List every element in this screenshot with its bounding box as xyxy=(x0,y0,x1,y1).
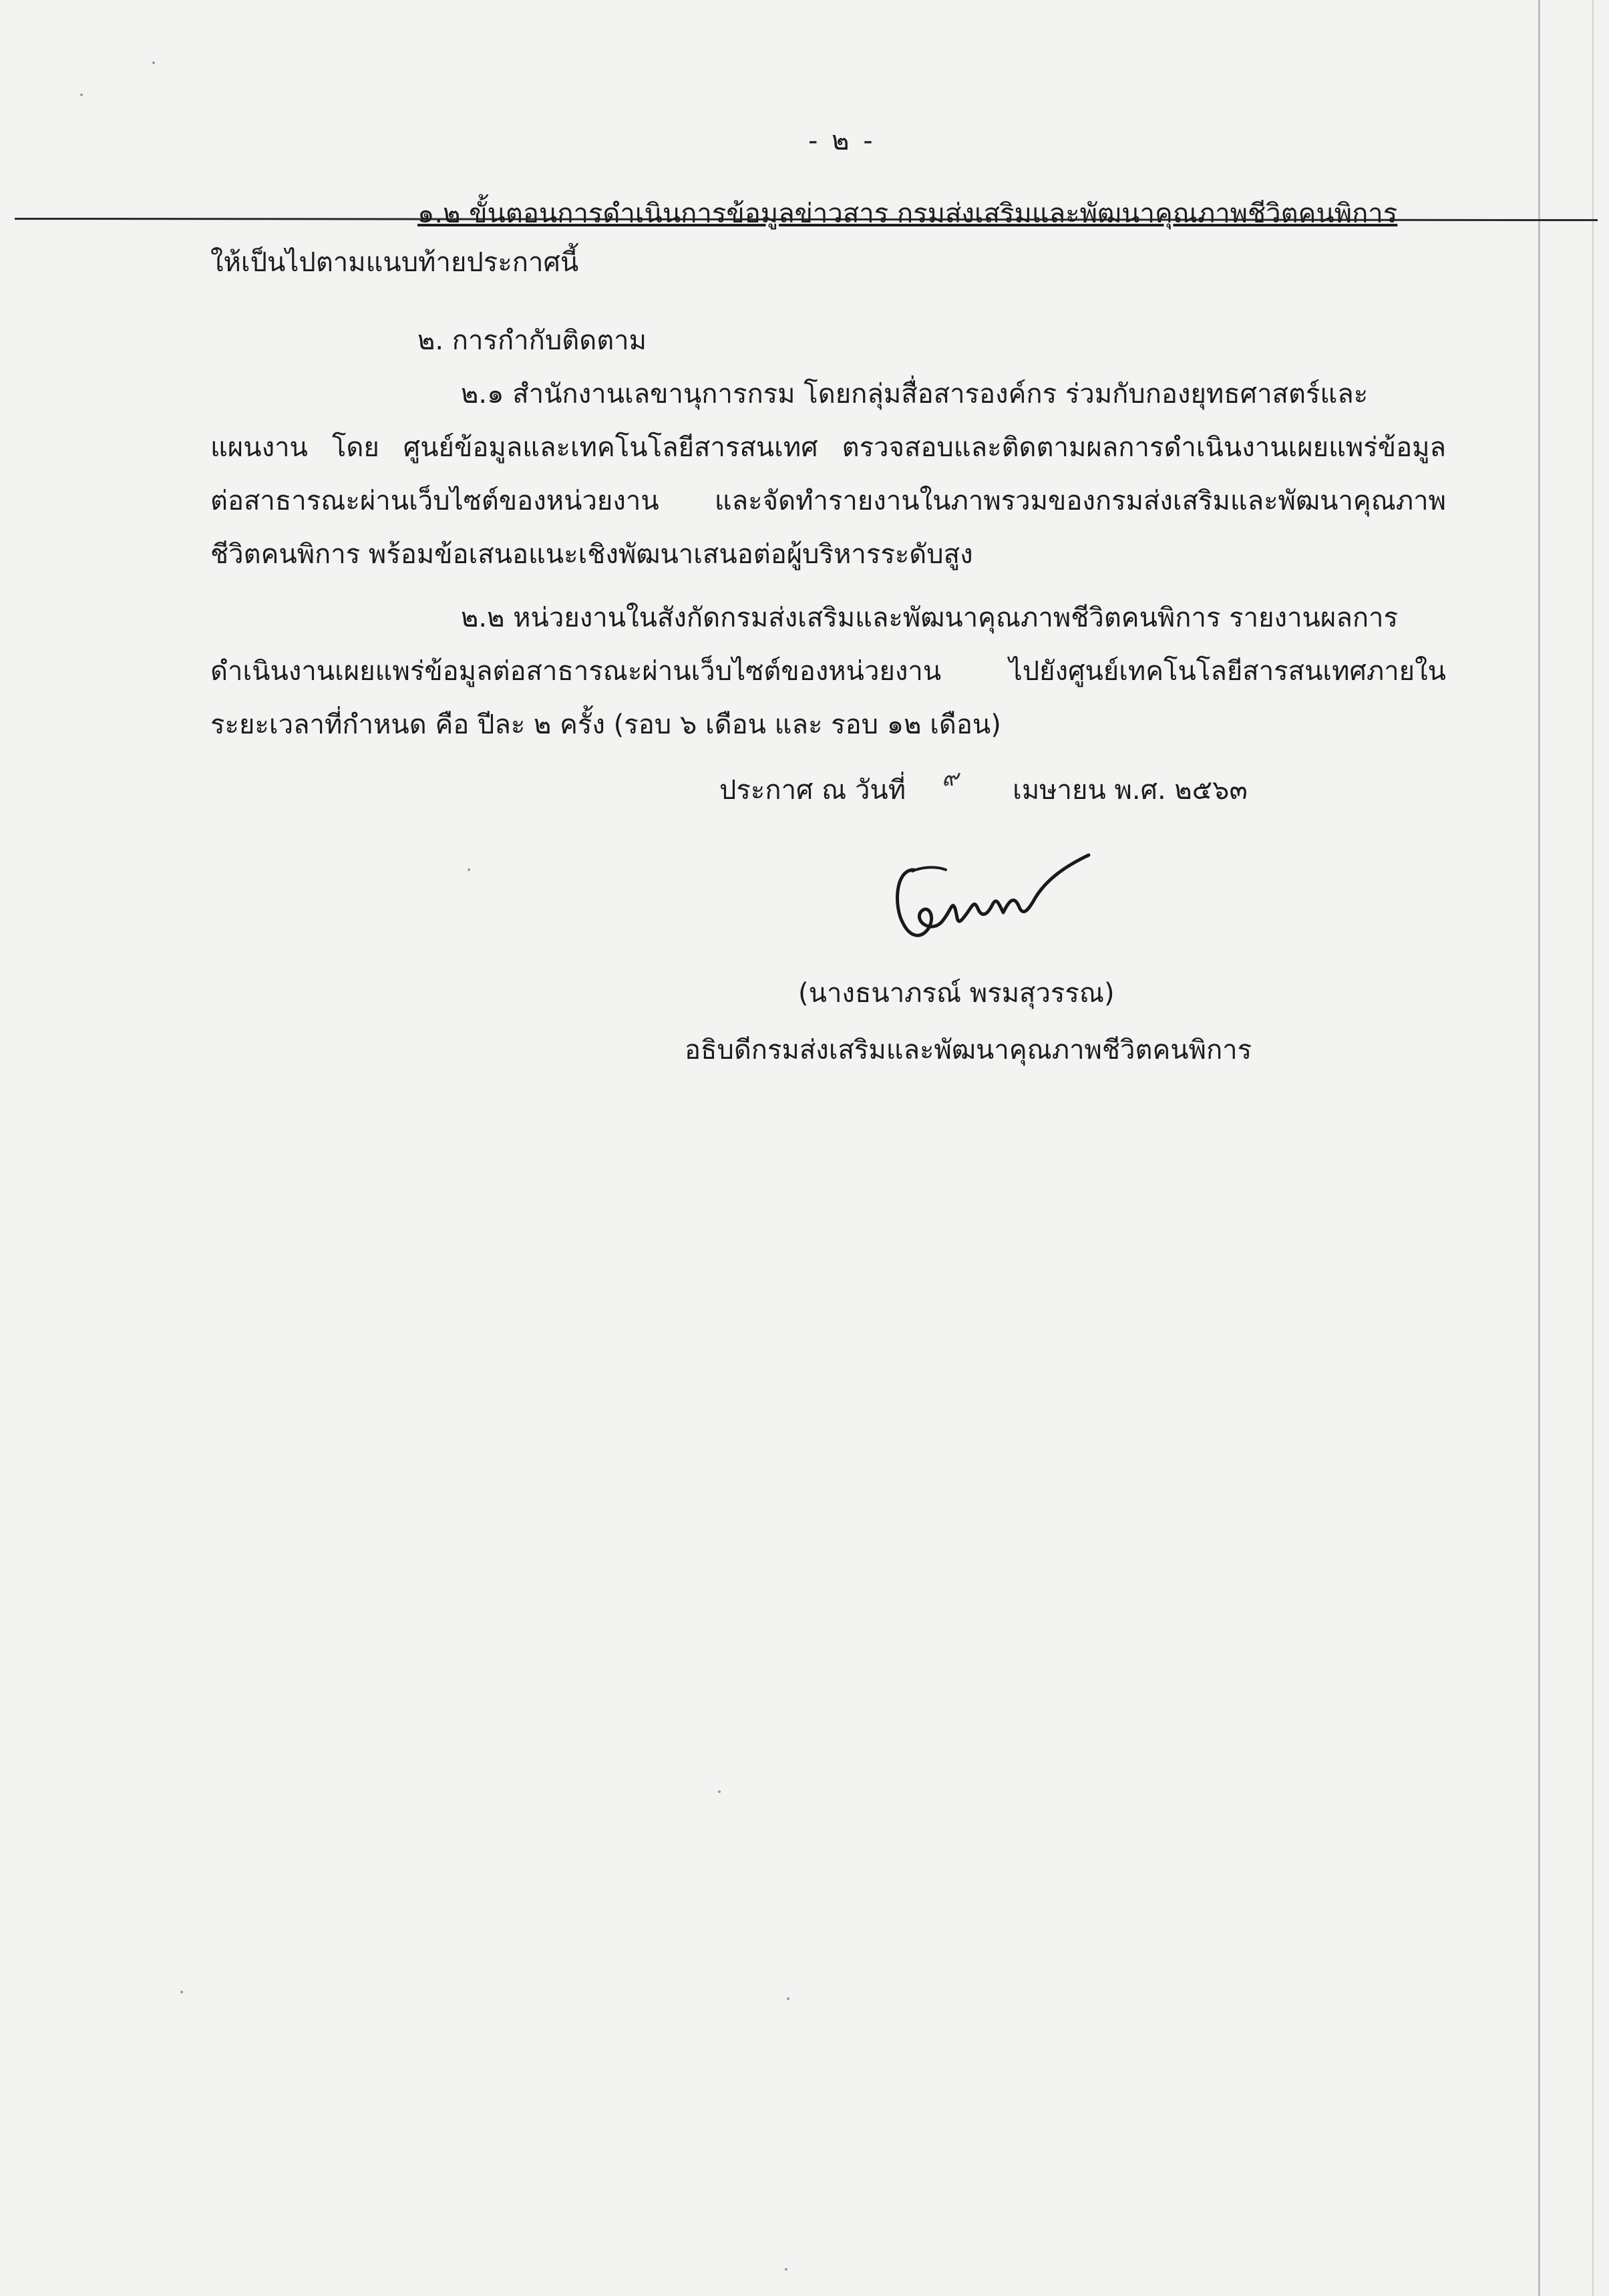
scan-speck xyxy=(787,1997,789,2000)
scan-speck xyxy=(468,868,470,871)
scan-speck xyxy=(785,2268,787,2271)
page-number: - ๒ - xyxy=(808,126,876,156)
scan-speck xyxy=(180,1991,183,1993)
announcement-month-year: เมษายน พ.ศ. ๒๕๖๓ xyxy=(1013,775,1248,806)
item-2-2-line-2: ดำเนินงานเผยแพร่ข้อมูลต่อสาธารณะผ่านเว็บไซต์ของหน่วยงาน ไปยังศูนย์เทคโนโลยีสารสนเทศภายใน xyxy=(210,656,1446,687)
item-2-2-line-3: ระยะเวลาที่กำหนด คือ ปีละ ๒ ครั้ง (รอบ ๖ เดือน และ รอบ ๑๒ เดือน) xyxy=(210,709,1001,740)
item-2-1-line-4: ชีวิตคนพิการ พร้อมข้อเสนอแนะเชิงพัฒนาเสนอต่อผู้บริหารระดับสูง xyxy=(210,539,973,570)
item-1-2-line-2: ให้เป็นไปตามแนบท้ายประกาศนี้ xyxy=(210,247,579,278)
announcement-date xyxy=(719,770,1248,810)
scan-speck xyxy=(152,61,155,64)
item-2-1-line-1: ๒.๑ สำนักงานเลขานุการกรม โดยกลุ่มสื่อสารองค์กร ร่วมกับกองยุทธศาสตร์และ xyxy=(461,379,1369,409)
scan-speck xyxy=(718,1790,721,1793)
item-2-2-line-1: ๒.๒ หน่วยงานในสังกัดกรมส่งเสริมและพัฒนาคุณภาพชีวิตคนพิการ รายงานผลการ xyxy=(461,603,1398,633)
signer-title: อธิบดีกรมส่งเสริมและพัฒนาคุณภาพชีวิตคนพิการ xyxy=(685,1035,1252,1065)
signer-name: (นางธนาภรณ์ พรมสุวรรณ) xyxy=(798,978,1115,1009)
item-2-1-line-2: แผนงาน โดย ศูนย์ข้อมูลและเทคโนโลยีสารสนเทศ ตรวจสอบและติดตามผลการดำเนินงานเผยแพร่ข้อมูล xyxy=(210,432,1446,463)
scan-edge-line xyxy=(1592,0,1594,2296)
scan-speck xyxy=(80,94,83,96)
announcement-prefix: ประกาศ ณ วันที่ xyxy=(719,775,906,806)
handwritten-day: ๙ xyxy=(942,765,958,792)
section-2-heading: ๒. การกำกับติดตาม xyxy=(417,325,647,356)
item-1-2-line-1: ๑.๒ ขั้นตอนการดำเนินการข้อมูลข่าวสาร กรมส่งเสริมและพัฒนาคุณภาพชีวิตคนพิการ xyxy=(417,198,1398,229)
item-2-1-line-3: ต่อสาธารณะผ่านเว็บไซต์ของหน่วยงาน และจัดทำรายงานในภาพรวมของกรมส่งเสริมและพัฒนาคุณภาพ xyxy=(210,486,1446,516)
scan-edge-line xyxy=(1538,0,1540,2296)
signature-image xyxy=(888,843,1129,963)
